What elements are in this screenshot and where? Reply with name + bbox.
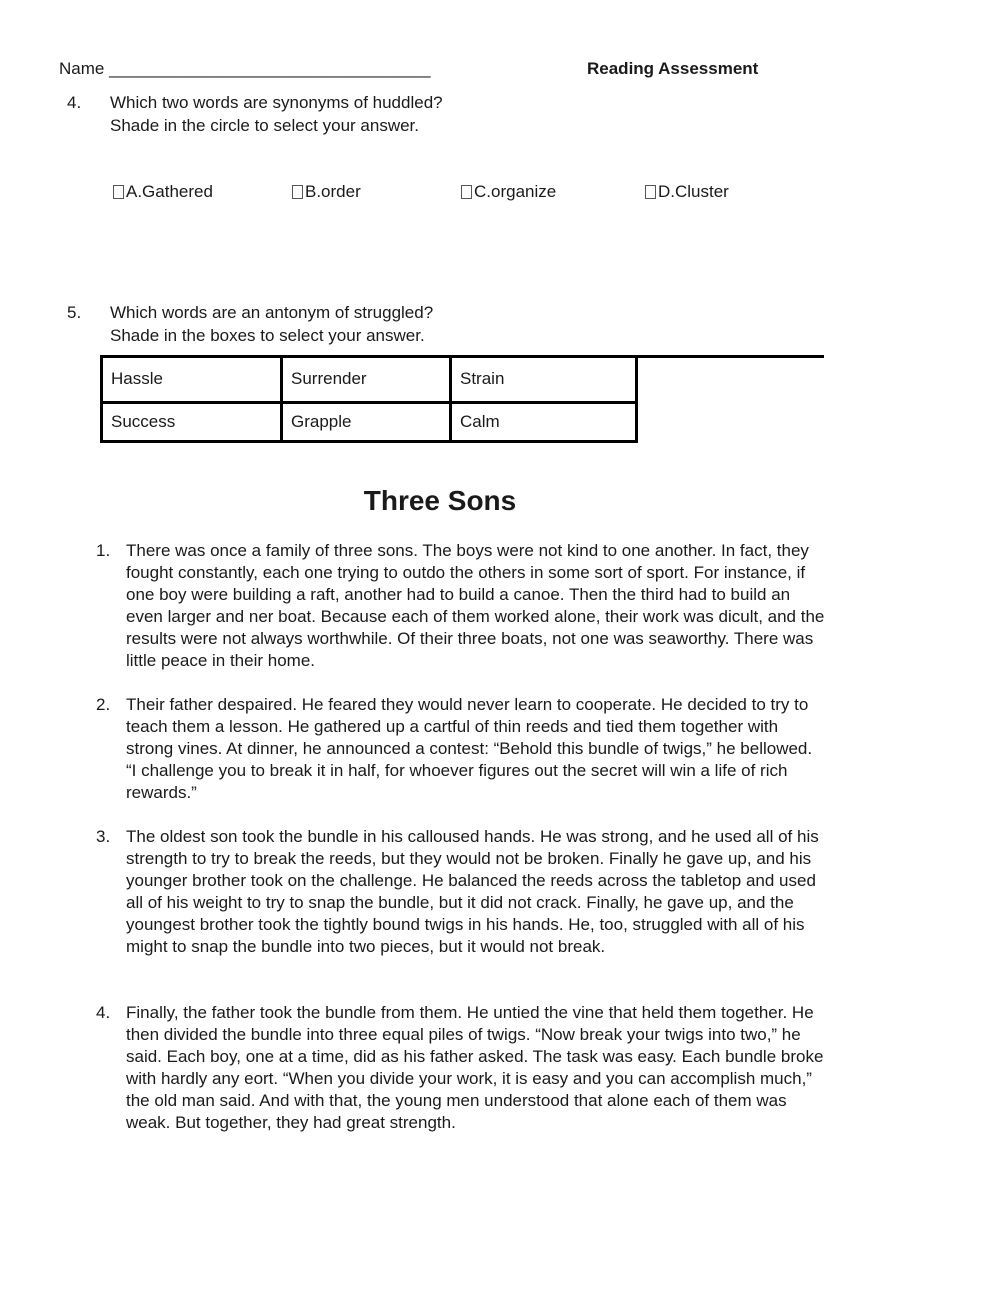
paragraph-number: 2. bbox=[96, 695, 111, 714]
option-b[interactable] bbox=[292, 181, 361, 203]
question-5-instruction: Shade in the boxes to select your answer. bbox=[110, 326, 425, 345]
choice-cell[interactable]: Surrender bbox=[282, 358, 451, 402]
option-c-checkbox[interactable] bbox=[461, 185, 472, 199]
choice-cell[interactable]: Calm bbox=[451, 402, 637, 441]
table-row bbox=[102, 358, 637, 402]
question-5-number: 5. bbox=[67, 303, 82, 322]
option-c[interactable] bbox=[461, 181, 556, 203]
name-field-label[interactable]: Name __________________________________ bbox=[59, 59, 431, 78]
option-a[interactable] bbox=[113, 181, 213, 203]
story-paragraph bbox=[96, 1002, 826, 1134]
paragraph-text: Finally, the father took the bundle from them. He untied the vine that held them together. He then divided the bundle into three equal piles of twigs. “Now break your twigs into two,” he said. Each boy, one at a time, did as his father asked. The task was easy. Each bundle broke with hardly any eort. “When you divide your work, it is easy and you can accomplish much,” the old man said. And with that, the young men understood that alone each of them was weak. But together, they had great strength. bbox=[126, 1003, 824, 1132]
choice-cell[interactable]: Success bbox=[102, 402, 282, 441]
question-4-instruction: Shade in the circle to select your answer. bbox=[110, 116, 419, 135]
paragraph-text: Their father despaired. He feared they would never learn to cooperate. He decided to try to teach them a lesson. He gathered up a cartful of thin reeds and tied them together with strong vines. At dinner, he announced a contest: “Behold this bundle of twigs,” he bellowed. “I challenge you to break it in half, for whoever figures out the secret will win a life of rich rewards.” bbox=[126, 695, 813, 802]
choice-cell[interactable]: Grapple bbox=[282, 402, 451, 441]
story-paragraph bbox=[96, 694, 826, 804]
question-5-prompt: Which words are an antonym of struggled? bbox=[110, 303, 434, 322]
option-d[interactable] bbox=[645, 181, 729, 203]
question-4-prompt: Which two words are synonyms of huddled? bbox=[110, 93, 443, 112]
option-b-label: B.order bbox=[305, 182, 361, 201]
paragraph-number: 1. bbox=[96, 541, 111, 560]
option-d-checkbox[interactable] bbox=[645, 185, 656, 199]
choice-cell[interactable]: Strain bbox=[451, 358, 637, 402]
choice-cell[interactable]: Hassle bbox=[102, 358, 282, 402]
question-4-number: 4. bbox=[67, 93, 82, 112]
option-b-checkbox[interactable] bbox=[292, 185, 303, 199]
paragraph-number: 3. bbox=[96, 827, 111, 846]
option-a-checkbox[interactable] bbox=[113, 185, 124, 199]
option-d-label: D.Cluster bbox=[658, 182, 729, 201]
option-a-label: A.Gathered bbox=[126, 182, 213, 201]
option-c-label: C.organize bbox=[474, 182, 557, 201]
paragraph-text: The oldest son took the bundle in his calloused hands. He was strong, and he used all of his strength to try to break the reeds, but they would not be broken. Finally he gave up, and his younger brother took on the challenge. He balanced the reeds across the tabletop and used all of his weight to try to snap the bundle, but it did not crack. Finally, he gave up, and the youngest brother took the tightly bound twigs in his hands. He, too, struggled with all of his might to snap the bundle into two pieces, but it would not break. bbox=[126, 827, 819, 956]
paragraph-text: There was once a family of three sons. The boys were not kind to one another. In fact, they fought constantly, each one trying to outdo the others in some sort of sport. For instance, if one boy were building a raft, another had to build a canoe. Then the third had to build an even larger and ner boat. Because each of them worked alone, their work was dicult, and the results were not always worthwhile. Of their three boats, not one was seaworthy. There was little peace in their home. bbox=[126, 541, 825, 670]
table-row bbox=[102, 402, 637, 441]
story-paragraph bbox=[96, 826, 826, 958]
antonym-choice-table bbox=[100, 358, 638, 443]
page-title: Reading Assessment bbox=[587, 59, 759, 78]
story-paragraph bbox=[96, 540, 826, 672]
story-title: Three Sons bbox=[363, 485, 517, 516]
paragraph-number: 4. bbox=[96, 1003, 111, 1022]
